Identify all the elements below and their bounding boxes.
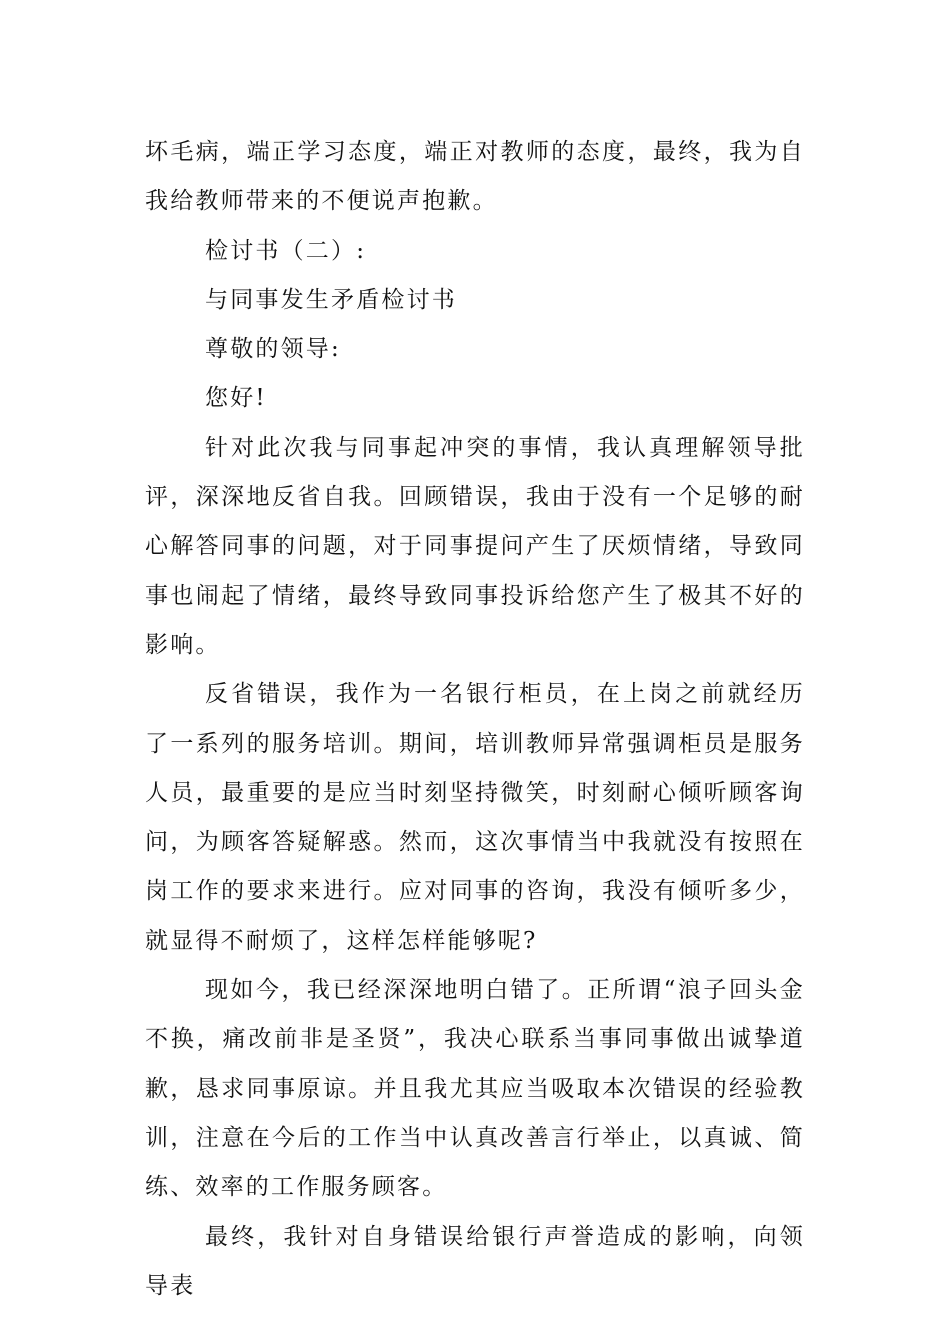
paragraph-continuation: 坏毛病，端正学习态度，端正对教师的态度，最终，我为自我给教师带来的不便说声抱歉。 <box>145 139 805 215</box>
document-body <box>145 128 805 1311</box>
body-paragraph: 最终，我针对自身错误给银行声誉造成的影响，向领导表 <box>145 1223 805 1299</box>
salutation: 尊敬的领导: <box>205 336 341 363</box>
body-paragraph: 现如今，我已经深深地明白错了。正所谓“浪子回头金不换，痛改前非是圣贤”，我决心联系当事同事做出诚挚道歉，恳求同事原谅。并且我尤其应当吸取本次错误的经验教训，注意在今后的工作当中认真改善言行举止，以真诚、简练、效率的工作服务顾客。 <box>145 977 805 1201</box>
letter-title: 与同事发生矛盾检讨书 <box>205 286 457 313</box>
greeting: 您好! <box>205 385 267 412</box>
body-paragraph: 针对此次我与同事起冲突的事情，我认真理解领导批评，深深地反省自我。回顾错误，我由于没有一个足够的耐心解答同事的问题，对于同事提问产生了厌烦情绪，导致同事也闹起了情绪，最终导致同事投诉给您产生了极其不好的影响。 <box>145 434 805 658</box>
section-heading: 检讨书（二）: <box>205 237 367 264</box>
body-paragraph: 反省错误，我作为一名银行柜员，在上岗之前就经历了一系列的服务培训。期间，培训教师异常强调柜员是服务人员，最重要的是应当时刻坚持微笑，时刻耐心倾听顾客询问，为顾客答疑解惑。然而，这次事情当中我就没有按照在岗工作的要求来进行。应对同事的咨询，我没有倾听多少，就显得不耐烦了，这样怎样能够呢? <box>145 681 805 954</box>
